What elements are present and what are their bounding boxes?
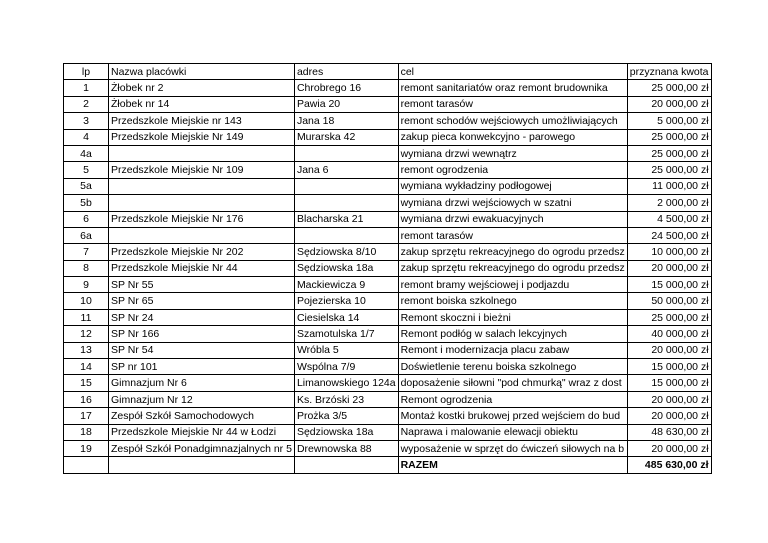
header-amount[interactable]: przyznana kwota: [627, 64, 711, 80]
cell-amount[interactable]: 25 000,00 zł: [627, 145, 711, 161]
cell-address[interactable]: Ks. Brzóski 23: [294, 391, 398, 407]
cell-amount[interactable]: 20 000,00 zł: [627, 408, 711, 424]
cell-name[interactable]: SP Nr 54: [109, 342, 295, 358]
header-lp[interactable]: lp: [64, 64, 109, 80]
cell-goal[interactable]: zakup sprzętu rekreacyjnego do ogrodu przedsz: [398, 260, 627, 276]
cell-amount[interactable]: 25 000,00 zł: [627, 309, 711, 325]
cell-address[interactable]: Prożka 3/5: [294, 408, 398, 424]
cell-amount[interactable]: 40 000,00 zł: [627, 326, 711, 342]
cell-address[interactable]: Chrobrego 16: [294, 80, 398, 96]
cell-lp[interactable]: 14: [64, 359, 109, 375]
cell-goal[interactable]: remont schodów wejściowych umożliwiających: [398, 113, 627, 129]
table-row: [64, 277, 712, 293]
cell-goal[interactable]: remont tarasów: [398, 96, 627, 112]
cell-amount[interactable]: 20 000,00 zł: [627, 96, 711, 112]
cell-goal[interactable]: Remont i modernizacja placu zabaw: [398, 342, 627, 358]
cell-amount[interactable]: 25 000,00 zł: [627, 129, 711, 145]
cell-goal[interactable]: Remont ogrodzenia: [398, 391, 627, 407]
cell-lp[interactable]: 7: [64, 244, 109, 260]
table-row: [64, 342, 712, 358]
table-row: [64, 113, 712, 129]
cell-goal[interactable]: zakup sprzętu rekreacyjnego do ogrodu przedsz: [398, 244, 627, 260]
cell-goal[interactable]: remont ogrodzenia: [398, 162, 627, 178]
table-row: [64, 408, 712, 424]
cell-lp[interactable]: 19: [64, 440, 109, 456]
cell-name[interactable]: Zespół Szkół Samochodowych: [109, 408, 295, 424]
cell-amount[interactable]: 48 630,00 zł: [627, 424, 711, 440]
cell-address[interactable]: Pawia 20: [294, 96, 398, 112]
cell-goal[interactable]: Remont podłóg w salach lekcyjnych: [398, 326, 627, 342]
cell-name[interactable]: Żłobek nr 14: [109, 96, 295, 112]
cell-name[interactable]: Przedszkole Miejskie Nr 149: [109, 129, 295, 145]
cell-lp[interactable]: 11: [64, 309, 109, 325]
cell-address[interactable]: Blacharska 21: [294, 211, 398, 227]
header-address[interactable]: adres: [294, 64, 398, 80]
cell-amount[interactable]: 20 000,00 zł: [627, 342, 711, 358]
cell-amount[interactable]: 25 000,00 zł: [627, 162, 711, 178]
cell-lp[interactable]: 13: [64, 342, 109, 358]
header-goal[interactable]: cel: [398, 64, 627, 80]
table-row: [64, 326, 712, 342]
cell-goal[interactable]: wyposażenie w sprzęt do ćwiczeń siłowych na b: [398, 440, 627, 456]
table-row: [64, 195, 712, 211]
cell-amount[interactable]: 5 000,00 zł: [627, 113, 711, 129]
cell-goal[interactable]: zakup pieca konwekcyjno - parowego: [398, 129, 627, 145]
cell-goal[interactable]: doposażenie siłowni "pod chmurką" wraz z dost: [398, 375, 627, 391]
cell-address[interactable]: Jana 6: [294, 162, 398, 178]
cell-lp[interactable]: 6a: [64, 227, 109, 243]
cell-name[interactable]: SP Nr 55: [109, 277, 295, 293]
cell-name[interactable]: Przedszkole Miejskie nr 143: [109, 113, 295, 129]
cell-goal[interactable]: wymiana wykładziny podłogowej: [398, 178, 627, 194]
cell-address[interactable]: Sędziowska 18a: [294, 260, 398, 276]
cell-goal[interactable]: Doświetlenie terenu boiska szkolnego: [398, 359, 627, 375]
cell-amount[interactable]: 15 000,00 zł: [627, 359, 711, 375]
cell-amount[interactable]: 15 000,00 zł: [627, 277, 711, 293]
cell-lp[interactable]: 6: [64, 211, 109, 227]
cell-lp[interactable]: 8: [64, 260, 109, 276]
cell-amount[interactable]: 15 000,00 zł: [627, 375, 711, 391]
cell-amount[interactable]: 50 000,00 zł: [627, 293, 711, 309]
cell-name[interactable]: [109, 145, 295, 161]
cell-goal[interactable]: Remont skoczni i bieżni: [398, 309, 627, 325]
cell-amount[interactable]: 25 000,00 zł: [627, 80, 711, 96]
cell-name[interactable]: Przedszkole Miejskie Nr 176: [109, 211, 295, 227]
cell-amount[interactable]: 2 000,00 zł: [627, 195, 711, 211]
header-name[interactable]: Nazwa placówki: [109, 64, 295, 80]
grants-table: [63, 63, 712, 474]
cell-lp[interactable]: 10: [64, 293, 109, 309]
table-row: [64, 424, 712, 440]
cell-goal[interactable]: remont tarasów: [398, 227, 627, 243]
cell-goal[interactable]: wymiana drzwi wejściowych w szatni: [398, 195, 627, 211]
cell-goal[interactable]: wymiana drzwi wewnątrz: [398, 145, 627, 161]
cell-lp[interactable]: 5: [64, 162, 109, 178]
cell-address[interactable]: Sędziowska 18a: [294, 424, 398, 440]
cell-name[interactable]: SP nr 101: [109, 359, 295, 375]
cell-address[interactable]: Szamotulska 1/7: [294, 326, 398, 342]
cell-amount[interactable]: 20 000,00 zł: [627, 391, 711, 407]
cell-name[interactable]: Przedszkole Miejskie Nr 44 w Łodzi: [109, 424, 295, 440]
cell-lp[interactable]: [64, 457, 109, 473]
table-row: [64, 359, 712, 375]
cell-lp[interactable]: 9: [64, 277, 109, 293]
cell-address[interactable]: Ciesielska 14: [294, 309, 398, 325]
cell-amount[interactable]: 10 000,00 zł: [627, 244, 711, 260]
table-row: [64, 178, 712, 194]
cell-amount[interactable]: 20 000,00 zł: [627, 260, 711, 276]
cell-lp[interactable]: 15: [64, 375, 109, 391]
table-row: [64, 440, 712, 456]
cell-amount[interactable]: 11 000,00 zł: [627, 178, 711, 194]
table-row: [64, 293, 712, 309]
cell-lp[interactable]: 12: [64, 326, 109, 342]
cell-goal[interactable]: Naprawa i malowanie elewacji obiektu: [398, 424, 627, 440]
table-row: [64, 391, 712, 407]
cell-lp[interactable]: 4: [64, 129, 109, 145]
cell-name[interactable]: Przedszkole Miejskie Nr 202: [109, 244, 295, 260]
cell-lp[interactable]: 4a: [64, 145, 109, 161]
total-row: [64, 457, 712, 473]
cell-amount[interactable]: 4 500,00 zł: [627, 211, 711, 227]
cell-address[interactable]: Limanowskiego 124a: [294, 375, 398, 391]
cell-name[interactable]: Przedszkole Miejskie Nr 109: [109, 162, 295, 178]
table-row: [64, 227, 712, 243]
cell-name[interactable]: Żłobek nr 2: [109, 80, 295, 96]
cell-amount[interactable]: 20 000,00 zł: [627, 440, 711, 456]
table-row: [64, 260, 712, 276]
cell-lp[interactable]: 16: [64, 391, 109, 407]
header-row: [64, 64, 712, 80]
cell-name[interactable]: [109, 457, 295, 473]
cell-lp[interactable]: 5b: [64, 195, 109, 211]
cell-name[interactable]: [109, 178, 295, 194]
table-row: [64, 309, 712, 325]
cell-lp[interactable]: 17: [64, 408, 109, 424]
cell-lp[interactable]: 18: [64, 424, 109, 440]
cell-address[interactable]: [294, 457, 398, 473]
table-row: [64, 80, 712, 96]
cell-name[interactable]: Gimnazjum Nr 12: [109, 391, 295, 407]
cell-name[interactable]: SP Nr 166: [109, 326, 295, 342]
cell-name[interactable]: [109, 195, 295, 211]
cell-address[interactable]: [294, 145, 398, 161]
cell-lp[interactable]: 2: [64, 96, 109, 112]
cell-lp[interactable]: 3: [64, 113, 109, 129]
cell-address[interactable]: Mackiewicza 9: [294, 277, 398, 293]
total-amount[interactable]: 485 630,00 zł: [627, 457, 711, 473]
cell-address[interactable]: Sędziowska 8/10: [294, 244, 398, 260]
total-label[interactable]: RAZEM: [398, 457, 627, 473]
cell-lp[interactable]: 1: [64, 80, 109, 96]
table-row: [64, 145, 712, 161]
cell-address[interactable]: Wspólna 7/9: [294, 359, 398, 375]
cell-name[interactable]: Gimnazjum Nr 6: [109, 375, 295, 391]
table-row: [64, 211, 712, 227]
cell-address[interactable]: Jana 18: [294, 113, 398, 129]
cell-name[interactable]: [109, 227, 295, 243]
cell-name[interactable]: Zespół Szkół Ponadgimnazjalnych nr 5: [109, 440, 295, 456]
cell-address[interactable]: [294, 227, 398, 243]
cell-address[interactable]: Murarska 42: [294, 129, 398, 145]
table-row: [64, 244, 712, 260]
cell-address[interactable]: Drewnowska 88: [294, 440, 398, 456]
cell-goal[interactable]: Montaż kostki brukowej przed wejściem do bud: [398, 408, 627, 424]
cell-amount[interactable]: 24 500,00 zł: [627, 227, 711, 243]
cell-address[interactable]: Pojezierska 10: [294, 293, 398, 309]
cell-goal[interactable]: remont bramy wejściowej i podjazdu: [398, 277, 627, 293]
cell-lp[interactable]: 5a: [64, 178, 109, 194]
cell-address[interactable]: [294, 178, 398, 194]
table-row: [64, 162, 712, 178]
cell-address[interactable]: Wróbla 5: [294, 342, 398, 358]
cell-goal[interactable]: remont boiska szkolnego: [398, 293, 627, 309]
cell-name[interactable]: SP Nr 65: [109, 293, 295, 309]
cell-goal[interactable]: wymiana drzwi ewakuacyjnych: [398, 211, 627, 227]
table-row: [64, 96, 712, 112]
cell-goal[interactable]: remont sanitariatów oraz remont brudownika: [398, 80, 627, 96]
table-row: [64, 375, 712, 391]
cell-name[interactable]: SP Nr 24: [109, 309, 295, 325]
cell-address[interactable]: [294, 195, 398, 211]
table-row: [64, 129, 712, 145]
cell-name[interactable]: Przedszkole Miejskie Nr 44: [109, 260, 295, 276]
